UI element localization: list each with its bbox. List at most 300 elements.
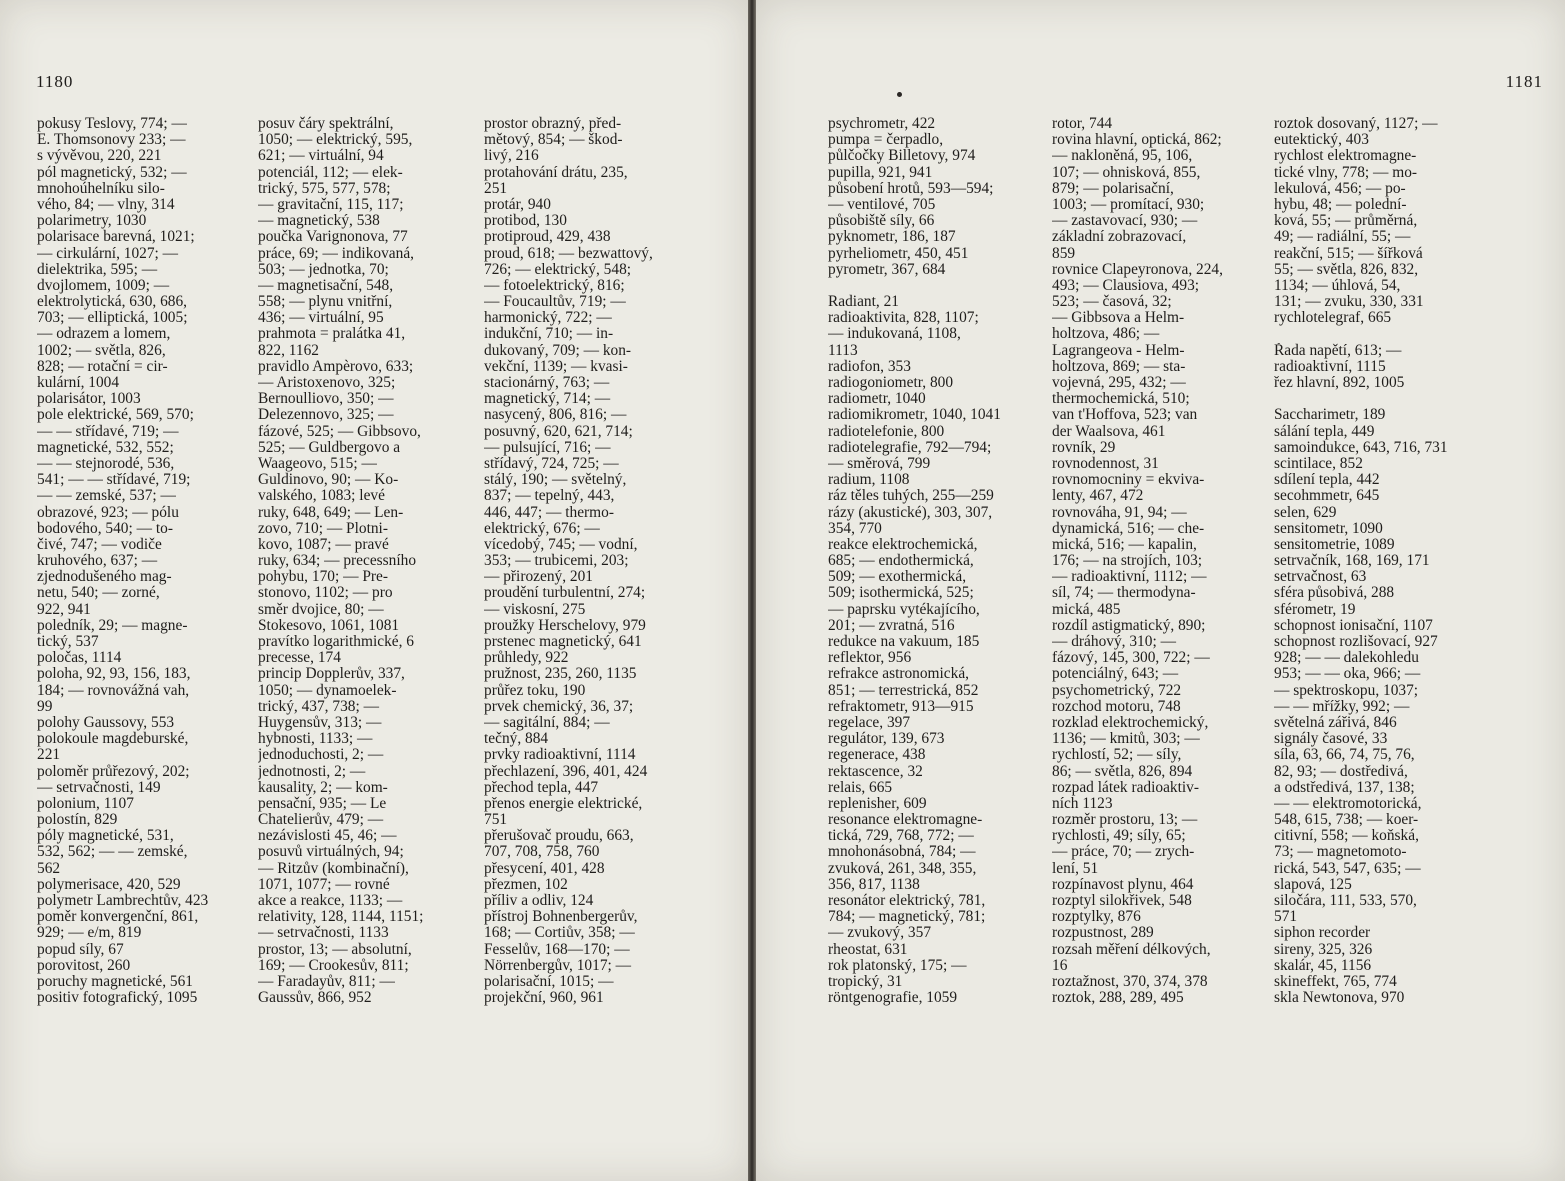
index-line: trický, 575, 577, 578; bbox=[258, 180, 391, 197]
index-line: — přirozený, 201 bbox=[484, 569, 593, 586]
index-line: schopnost rozlišovací, 927 bbox=[1274, 634, 1438, 650]
index-line: signály časové, 33 bbox=[1274, 731, 1388, 748]
index-line: posuvů virtuálných, 94; bbox=[258, 844, 404, 861]
index-line: poruchy magnetické, 561 bbox=[37, 973, 193, 990]
index-line: 356, 817, 1138 bbox=[828, 876, 920, 893]
index-line: — spektroskopu, 1037; bbox=[1274, 682, 1419, 699]
index-line: tečný, 884 bbox=[484, 731, 549, 748]
index-line: thermochemická, 510; bbox=[1052, 391, 1190, 408]
index-line: 879; — polarisační, bbox=[1052, 180, 1174, 197]
index-line: — — elektromotorická, bbox=[1274, 795, 1422, 812]
index-line: přerušovač proudu, 663, bbox=[484, 828, 634, 845]
index-line: rychlost elektromagne- bbox=[1274, 148, 1417, 165]
index-line: 86; — světla, 826, 894 bbox=[1052, 763, 1193, 780]
index-line: 851; — terrestrická, 852 bbox=[828, 682, 979, 699]
index-line: — setrvačnosti, 149 bbox=[37, 779, 161, 796]
index-line: řez hlavní, 892, 1005 bbox=[1274, 375, 1405, 391]
index-line: — gravitační, 115, 117; bbox=[258, 196, 404, 213]
index-line: 201; — zvratná, 516 bbox=[828, 617, 955, 634]
index-line: skalár, 45, 1156 bbox=[1274, 957, 1372, 974]
index-line: 354, 770 bbox=[828, 520, 882, 537]
index-line: pravidlo Ampèrovo, 633; bbox=[258, 358, 414, 375]
index-line: 107; — ohnisková, 855, bbox=[1052, 164, 1201, 181]
index-line: pumpa = čerpadlo, bbox=[828, 132, 944, 149]
index-line: 1136; — kmitů, 303; — bbox=[1052, 731, 1200, 748]
index-line: sensitometr, 1090 bbox=[1274, 520, 1383, 537]
index-line: precesse, 174 bbox=[258, 650, 341, 667]
index-line: 571 bbox=[1274, 909, 1298, 926]
index-line: mětový, 854; — škod- bbox=[484, 132, 623, 149]
index-line: skineffekt, 765, 774 bbox=[1274, 973, 1397, 990]
index-line: prahmota = pralátka 41, bbox=[258, 326, 406, 343]
index-line: secohmmetr, 645 bbox=[1274, 488, 1380, 505]
index-line: 99 bbox=[37, 698, 53, 715]
index-line: radiomikrometr, 1040, 1041 bbox=[828, 407, 1001, 424]
index-line: vého, 84; — vlny, 314 bbox=[37, 196, 175, 213]
index-line: průřez toku, 190 bbox=[484, 682, 586, 699]
index-line: sdílení tepla, 442 bbox=[1274, 472, 1380, 489]
index-line: sensitometrie, 1089 bbox=[1274, 536, 1395, 553]
index-line: — nakloněná, 95, 106, bbox=[1052, 148, 1193, 165]
index-line: regelace, 397 bbox=[828, 714, 911, 731]
index-line: der Waalsova, 461 bbox=[1052, 423, 1166, 440]
index-line: stacionárný, 763; — bbox=[484, 375, 610, 391]
index-line: 822, 1162 bbox=[258, 342, 319, 359]
index-line: rovník, 29 bbox=[1052, 439, 1116, 456]
index-line: ních 1123 bbox=[1052, 795, 1113, 812]
index-line: Nörrenbergův, 1017; — bbox=[484, 957, 632, 974]
index-line: přenos energie elektrické, bbox=[484, 795, 643, 812]
index-line: 548, 615, 738; — koer- bbox=[1274, 812, 1419, 829]
index-line: střídavý, 724, 725; — bbox=[484, 455, 619, 472]
index-line: siphon recorder bbox=[1274, 925, 1371, 942]
index-line: přezmen, 102 bbox=[484, 876, 568, 893]
book-gutter bbox=[748, 0, 756, 1181]
index-line: rozpínavost plynu, 464 bbox=[1052, 876, 1194, 893]
index-line: positiv fotografický, 1095 bbox=[37, 990, 198, 1007]
index-line: indukční, 710; — in- bbox=[484, 326, 614, 343]
index-line: — dráhový, 310; — bbox=[1052, 634, 1176, 650]
index-column bbox=[1274, 116, 1500, 1006]
index-line: — magnetický, 538 bbox=[258, 213, 380, 230]
index-line: s vývěvou, 220, 221 bbox=[37, 148, 162, 165]
index-line: rická, 543, 547, 635; — bbox=[1274, 860, 1421, 877]
index-line: radioaktivní, 1115 bbox=[1274, 358, 1386, 375]
index-line: psychrometr, 422 bbox=[828, 116, 936, 132]
index-line: 353; — trubicemi, 203; bbox=[484, 553, 629, 570]
index-line: proudění turbulentní, 274; bbox=[484, 585, 646, 602]
index-line: regenerace, 438 bbox=[828, 747, 926, 764]
index-line: 751 bbox=[484, 812, 508, 829]
index-line: 558; — plynu vnitřní, bbox=[258, 294, 393, 311]
index-line: akce a reakce, 1133; — bbox=[258, 893, 403, 909]
index-line: polymetr Lambrechtův, 423 bbox=[37, 893, 209, 909]
index-line: rychlosti, 49; síly, 65; bbox=[1052, 828, 1186, 845]
index-line: 55; — světla, 826, 832, bbox=[1274, 261, 1419, 278]
index-line: příliv a odliv, 124 bbox=[484, 893, 594, 909]
index-line: redukce na vakuum, 185 bbox=[828, 634, 980, 650]
index-line: prostor, 13; — absolutní, bbox=[258, 941, 412, 958]
index-line: E. Thomsonovy 233; — bbox=[37, 132, 186, 149]
index-line: 828; — rotační = cir- bbox=[37, 358, 168, 375]
index-line: rychlostí, 52; — síly, bbox=[1052, 747, 1182, 764]
index-line: — Gibbsova a Helm- bbox=[1052, 310, 1185, 327]
index-line: — viskosní, 275 bbox=[484, 601, 586, 618]
index-line: sireny, 325, 326 bbox=[1274, 941, 1373, 958]
index-column bbox=[828, 116, 1046, 1006]
index-line: 82, 93; — dostředivá, bbox=[1274, 763, 1408, 780]
index-line: projekční, 960, 961 bbox=[484, 990, 604, 1007]
index-line: — — střídavé, 719; — bbox=[37, 423, 179, 440]
index-line: Huygensův, 313; — bbox=[258, 714, 382, 731]
index-line: přechod tepla, 447 bbox=[484, 779, 599, 796]
index-line: relais, 665 bbox=[828, 779, 893, 796]
index-line: rotor, 744 bbox=[1052, 116, 1113, 132]
index-line: pravítko logarithmické, 6 bbox=[258, 634, 415, 650]
index-line: protiproud, 429, 438 bbox=[484, 229, 611, 246]
index-line: polarisační, 1015; — bbox=[484, 973, 614, 990]
index-line: jednotnosti, 2; — bbox=[258, 763, 366, 780]
index-line: elektrický, 676; — bbox=[484, 520, 600, 537]
index-line: scintilace, 852 bbox=[1274, 455, 1363, 472]
index-line: fázový, 145, 300, 722; — bbox=[1052, 650, 1210, 667]
index-line: působení hrotů, 593—594; bbox=[828, 180, 994, 197]
index-line: práce, 69; — indikovaná, bbox=[258, 245, 414, 262]
index-line: skla Newtonova, 970 bbox=[1274, 990, 1405, 1007]
index-line: rovnováha, 91, 94; — bbox=[1052, 504, 1187, 521]
index-line: pyknometr, 186, 187 bbox=[828, 229, 956, 246]
index-line: dukovaný, 709; — kon- bbox=[484, 342, 632, 359]
index-line: — zvukový, 357 bbox=[828, 925, 932, 942]
index-line: radioaktivita, 828, 1107; bbox=[828, 310, 979, 327]
index-line: 73; — magnetomoto- bbox=[1274, 844, 1407, 861]
index-line: polymerisace, 420, 529 bbox=[37, 876, 181, 893]
index-line: reakce elektrochemická, bbox=[828, 536, 978, 553]
index-line bbox=[1274, 326, 1500, 342]
index-line: působiště síly, 66 bbox=[828, 213, 935, 230]
index-line: 922, 941 bbox=[37, 601, 91, 618]
index-line: rektascence, 32 bbox=[828, 763, 923, 780]
index-line: rovnomocniny = ekviva- bbox=[1052, 472, 1205, 489]
index-line: ráz těles tuhých, 255—259 bbox=[828, 488, 994, 505]
index-line: rozpustnost, 289 bbox=[1052, 925, 1154, 942]
left-page bbox=[0, 0, 748, 1181]
index-line: trický, 437, 738; — bbox=[258, 698, 379, 715]
index-line: ková, 55; — průměrná, bbox=[1274, 213, 1418, 230]
index-line: přístroj Bohnenbergerův, bbox=[484, 909, 638, 926]
index-line: — směrová, 799 bbox=[828, 455, 931, 472]
index-line: poloha, 92, 93, 156, 183, bbox=[37, 666, 191, 683]
index-line: — Aristoxenovo, 325; bbox=[258, 375, 396, 391]
index-line: vekční, 1139; — kvasi- bbox=[484, 358, 628, 375]
index-line: radium, 1108 bbox=[828, 472, 910, 489]
index-line: regulátor, 139, 673 bbox=[828, 731, 945, 748]
index-line: 953; — — oka, 966; — bbox=[1274, 666, 1421, 683]
index-line: přechlazení, 396, 401, 424 bbox=[484, 763, 648, 780]
index-line: 16 bbox=[1052, 957, 1068, 974]
index-line: setrvačnost, 63 bbox=[1274, 569, 1367, 586]
index-line: 1050; — dynamoelek- bbox=[258, 682, 397, 699]
index-line: rok platonský, 175; — bbox=[828, 957, 967, 974]
index-line: 837; — tepelný, 443, bbox=[484, 488, 615, 505]
index-line: mnohonásobná, 784; — bbox=[828, 844, 976, 861]
index-line: kruhového, 637; — bbox=[37, 553, 158, 570]
index-line: zovo, 710; — Plotni- bbox=[258, 520, 388, 537]
index-line: rovina hlavní, optická, 862; bbox=[1052, 132, 1222, 149]
index-line: radiofon, 353 bbox=[828, 358, 911, 375]
index-line: síl, 74; — thermodyna- bbox=[1052, 585, 1196, 602]
index-line: rozptyl silokřivek, 548 bbox=[1052, 893, 1192, 909]
right-page bbox=[756, 0, 1565, 1181]
index-line: bodového, 540; — to- bbox=[37, 520, 173, 537]
index-line: Stokesovo, 1061, 1081 bbox=[258, 617, 400, 634]
index-line: rázy (akustické), 303, 307, bbox=[828, 504, 993, 521]
index-line: fázové, 525; — Gibbsovo, bbox=[258, 423, 421, 440]
index-line: prstenec magnetický, 641 bbox=[484, 634, 642, 650]
index-line: pyrometr, 367, 684 bbox=[828, 261, 946, 278]
index-line: 503; — jednotka, 70; bbox=[258, 261, 389, 278]
index-line: hybu, 48; — polední- bbox=[1274, 196, 1407, 213]
index-line: — ventilové, 705 bbox=[828, 196, 936, 213]
index-line: prvky radioaktivní, 1114 bbox=[484, 747, 636, 764]
index-line: 525; — Guldbergovo a bbox=[258, 439, 401, 456]
index-line: hybnosti, 1133; — bbox=[258, 731, 373, 748]
index-line: pružnost, 235, 260, 1135 bbox=[484, 666, 637, 683]
index-line: čivé, 747; — vodiče bbox=[37, 536, 162, 553]
index-line: Lagrangeova - Helm- bbox=[1052, 342, 1185, 359]
index-line: proud, 618; — bezwattový, bbox=[484, 245, 653, 262]
index-line: — fotoelektrický, 816; bbox=[484, 277, 625, 294]
index-line: radiogoniometr, 800 bbox=[828, 375, 954, 391]
index-line: kausality, 2; — kom- bbox=[258, 779, 388, 796]
index-line: poledník, 29; — magne- bbox=[37, 617, 188, 634]
index-line: 509; isothermická, 525; bbox=[828, 585, 974, 602]
index-line: 436; — virtuální, 95 bbox=[258, 310, 384, 327]
index-line: 446, 447; — thermo- bbox=[484, 504, 614, 521]
index-line: ruky, 634; — precessního bbox=[258, 553, 417, 570]
index-line: 562 bbox=[37, 860, 61, 877]
index-column bbox=[258, 116, 470, 1006]
index-line: vojevná, 295, 432; — bbox=[1052, 375, 1186, 391]
index-line: síla, 63, 66, 74, 75, 76, bbox=[1274, 747, 1415, 764]
index-line: Gaussův, 866, 952 bbox=[258, 990, 372, 1007]
index-line: protahování drátu, 235, bbox=[484, 164, 628, 181]
index-line: pupilla, 921, 941 bbox=[828, 164, 933, 181]
index-line: magnetický, 714; — bbox=[484, 391, 611, 408]
index-line: — — stejnorodé, 536, bbox=[37, 455, 175, 472]
index-line: 703; — elliptická, 1005; bbox=[37, 310, 188, 327]
index-line: poločas, 1114 bbox=[37, 650, 122, 667]
index-line: radiotelefonie, 800 bbox=[828, 423, 945, 440]
index-line: livý, 216 bbox=[484, 148, 539, 165]
index-line: jednoduchosti, 2; — bbox=[258, 747, 384, 764]
index-line: Chatelierův, 479; — bbox=[258, 812, 384, 829]
index-line: — sagitální, 884; — bbox=[484, 714, 610, 731]
index-line: dielektrika, 595; — bbox=[37, 261, 158, 278]
index-column bbox=[1052, 116, 1266, 1006]
index-line: radiometr, 1040 bbox=[828, 391, 926, 408]
index-line: 1071, 1077; — rovné bbox=[258, 876, 390, 893]
index-line: 49; — radiální, 55; — bbox=[1274, 229, 1411, 246]
index-line: holtzova, 869; — sta- bbox=[1052, 358, 1186, 375]
index-line: porovitost, 260 bbox=[37, 957, 131, 974]
index-line: Waageovo, 515; — bbox=[258, 455, 377, 472]
index-line: Radiant, 21 bbox=[828, 294, 899, 311]
index-line: světelná zářivá, 846 bbox=[1274, 714, 1397, 731]
index-line: schopnost ionisační, 1107 bbox=[1274, 617, 1433, 634]
index-line: — zastavovací, 930; — bbox=[1052, 213, 1198, 230]
index-line: elektrolytická, 630, 686, bbox=[37, 294, 188, 311]
index-line: — Foucaultův, 719; — bbox=[484, 294, 626, 311]
index-line: prvek chemický, 36, 37; bbox=[484, 698, 634, 715]
index-line: zjednodušeného mag- bbox=[37, 569, 172, 586]
index-line: refrakce astronomická, bbox=[828, 666, 970, 683]
index-line: tická, 729, 768, 772; — bbox=[828, 828, 974, 845]
index-line: polonium, 1107 bbox=[37, 795, 134, 812]
index-line: sálání tepla, 449 bbox=[1274, 423, 1375, 440]
index-line bbox=[828, 278, 1046, 294]
index-line: 509; — exothermická, bbox=[828, 569, 967, 586]
index-line: sféra působivá, 288 bbox=[1274, 585, 1395, 602]
index-line: proužky Herschelovy, 979 bbox=[484, 617, 646, 634]
index-line: a odstředivá, 137, 138; bbox=[1274, 779, 1415, 796]
index-line: polarimetry, 1030 bbox=[37, 213, 147, 230]
index-line: potenciálný, 643; — bbox=[1052, 666, 1179, 683]
index-line: polostín, 829 bbox=[37, 812, 118, 829]
index-line: netu, 540; — zorné, bbox=[37, 585, 160, 602]
index-line: radiotelegrafie, 792—794; bbox=[828, 439, 992, 456]
index-line: rozchod motoru, 748 bbox=[1052, 698, 1181, 715]
index-line: kovo, 1087; — pravé bbox=[258, 536, 389, 553]
index-line: pohybu, 170; — Pre- bbox=[258, 569, 388, 586]
index-line: prostor obrazný, před- bbox=[484, 116, 622, 132]
index-line: dvojlomem, 1009; — bbox=[37, 277, 170, 294]
index-line: pyrheliometr, 450, 451 bbox=[828, 245, 969, 262]
index-line: harmonický, 722; — bbox=[484, 310, 612, 327]
index-line: valského, 1083; levé bbox=[258, 488, 385, 505]
index-line: 621; — virtuální, 94 bbox=[258, 148, 384, 165]
index-line: ruky, 648, 649; — Len- bbox=[258, 504, 404, 521]
index-line: samoindukce, 643, 716, 731 bbox=[1274, 439, 1448, 456]
page-number: 1181 bbox=[1505, 72, 1543, 91]
index-line: — paprsku vytékajícího, bbox=[828, 601, 980, 618]
index-line: — pulsující, 716; — bbox=[484, 439, 611, 456]
index-line: — setrvačnosti, 1133 bbox=[258, 925, 389, 942]
index-line: vícedobý, 745; — vodní, bbox=[484, 536, 638, 553]
index-line: protibod, 130 bbox=[484, 213, 567, 230]
index-line: holtzova, 486; — bbox=[1052, 326, 1160, 343]
index-line: magnetické, 532, 552; bbox=[37, 439, 174, 456]
index-line: 184; — rovnovážná vah, bbox=[37, 682, 190, 699]
index-line: — indukovaná, 1108, bbox=[828, 326, 961, 343]
index-line: resonance elektromagne- bbox=[828, 812, 983, 829]
index-line: Guldinovo, 90; — Ko- bbox=[258, 472, 399, 489]
index-line: relativity, 128, 1144, 1151; bbox=[258, 909, 424, 926]
index-line: stonovo, 1102; — pro bbox=[258, 585, 393, 602]
index-line: 493; — Clausiova, 493; bbox=[1052, 277, 1200, 294]
index-line: 169; — Crookesův, 811; bbox=[258, 957, 409, 974]
index-line: lekulová, 456; — po- bbox=[1274, 180, 1406, 197]
index-line: 1113 bbox=[828, 342, 858, 359]
index-line: pokusy Teslovy, 774; — bbox=[37, 116, 187, 132]
index-line: citivní, 558; — koňská, bbox=[1274, 828, 1419, 845]
index-line: mická, 516; — kapalin, bbox=[1052, 536, 1197, 553]
index-line: 707, 708, 758, 760 bbox=[484, 844, 600, 861]
index-line: 685; — endothermická, bbox=[828, 553, 974, 570]
index-line: rychlotelegraf, 665 bbox=[1274, 310, 1392, 327]
index-line: 1002; — světla, 826, bbox=[37, 342, 166, 359]
index-line: replenisher, 609 bbox=[828, 795, 927, 812]
index-line: nezávislosti 45, 46; — bbox=[258, 828, 397, 845]
index-line: protár, 940 bbox=[484, 196, 551, 213]
index-line: poloměr průřezový, 202; bbox=[37, 763, 190, 780]
index-line: reflektor, 956 bbox=[828, 650, 912, 667]
index-line: průhledy, 922 bbox=[484, 650, 569, 667]
index-line bbox=[1274, 391, 1500, 407]
index-line: směr dvojice, 80; — bbox=[258, 601, 384, 618]
index-line: — magnetisační, 548, bbox=[258, 277, 394, 294]
index-line: setrvačník, 168, 169, 171 bbox=[1274, 553, 1430, 570]
index-line: přesycení, 401, 428 bbox=[484, 860, 605, 877]
index-line: — — zemské, 537; — bbox=[37, 488, 176, 505]
index-line: resonátor elektrický, 781, bbox=[828, 893, 986, 909]
index-line: popud síly, 67 bbox=[37, 941, 124, 958]
index-line: tický, 537 bbox=[37, 634, 99, 650]
index-line: 1050; — elektrický, 595, bbox=[258, 132, 413, 149]
index-column bbox=[484, 116, 696, 1006]
index-line: 726; — elektrický, 548; bbox=[484, 261, 632, 278]
index-line: rovnodennost, 31 bbox=[1052, 455, 1159, 472]
index-line: refraktometr, 913—915 bbox=[828, 698, 974, 715]
index-line: nasycený, 806, 816; — bbox=[484, 407, 627, 424]
index-line: roztok dosovaný, 1127; — bbox=[1274, 116, 1438, 132]
index-line: polokoule magdeburské, bbox=[37, 731, 189, 748]
index-line: röntgenografie, 1059 bbox=[828, 990, 958, 1007]
index-line: rovnice Clapeyronova, 224, bbox=[1052, 261, 1223, 278]
index-line: roztažnost, 370, 374, 378 bbox=[1052, 973, 1208, 990]
index-line: polarisace barevná, 1021; bbox=[37, 229, 195, 246]
index-line: princip Dopplerův, 337, bbox=[258, 666, 405, 683]
index-line: van t'Hoffova, 523; van bbox=[1052, 407, 1198, 424]
index-line: 1134; — úhlová, 54, bbox=[1274, 277, 1401, 294]
index-line: tropický, 31 bbox=[828, 973, 903, 990]
index-line: rozklad elektrochemický, bbox=[1052, 714, 1209, 731]
index-line: 168; — Cortiův, 358; — bbox=[484, 925, 635, 942]
index-line: potenciál, 112; — elek- bbox=[258, 164, 403, 181]
index-line: roztok, 288, 289, 495 bbox=[1052, 990, 1184, 1007]
index-line: 176; — na strojích, 103; bbox=[1052, 553, 1203, 570]
index-line: posuv čáry spektrální, bbox=[258, 116, 394, 132]
index-line: mická, 485 bbox=[1052, 601, 1121, 618]
index-line: Řada napětí, 613; — bbox=[1274, 342, 1402, 359]
index-line: — Faradayův, 811; — bbox=[258, 973, 395, 990]
index-line: — Ritzův (kombinační), bbox=[258, 860, 409, 877]
index-line: polohy Gaussovy, 553 bbox=[37, 714, 175, 731]
index-line: zvuková, 261, 348, 355, bbox=[828, 860, 977, 877]
index-line: — práce, 70; — zrych- bbox=[1052, 844, 1195, 861]
ink-dot bbox=[897, 92, 902, 97]
index-line: pól magnetický, 532; — bbox=[37, 164, 187, 181]
index-line: psychometrický, 722 bbox=[1052, 682, 1182, 699]
index-line: mnohoúhelníku silo- bbox=[37, 180, 165, 197]
index-line: Saccharimetr, 189 bbox=[1274, 407, 1386, 424]
index-line: rozptylky, 876 bbox=[1052, 909, 1141, 926]
index-line: rheostat, 631 bbox=[828, 941, 908, 958]
index-line: Fesselův, 168—170; — bbox=[484, 941, 630, 958]
index-line: 541; — — střídavé, 719; bbox=[37, 472, 191, 489]
index-line: Delezennovo, 325; — bbox=[258, 407, 394, 424]
index-line: — cirkulární, 1027; — bbox=[37, 245, 179, 262]
